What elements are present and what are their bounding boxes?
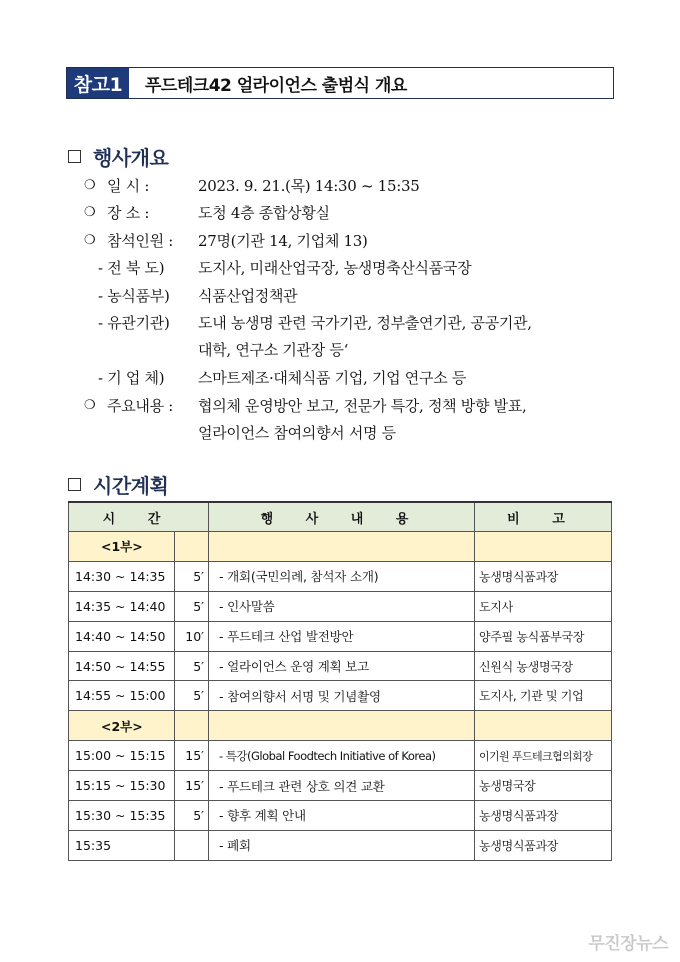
note-cell: 이기원 푸드테크협의회장 bbox=[475, 741, 612, 771]
attendees-value: 27명(기관 14, 기업체 13) bbox=[198, 232, 368, 250]
content-cell: - 개회(국민의례, 참석자 소개) bbox=[209, 561, 475, 591]
note-cell: 농생명식품과장 bbox=[475, 801, 612, 831]
place-label: 장 소 : bbox=[107, 204, 150, 222]
column-header-note: 비 고 bbox=[475, 502, 612, 532]
checkbox-square-icon bbox=[68, 478, 81, 491]
attendee-group-value: 도지사, 미래산업국장, 농생명축산식품국장 bbox=[198, 259, 472, 277]
duration-cell: 5′ bbox=[175, 591, 209, 621]
schedule-heading: 시간계획 bbox=[68, 470, 168, 499]
time-cell: 15:00 ~ 15:15 bbox=[69, 741, 175, 771]
part-label: <2부> bbox=[69, 711, 175, 741]
duration-cell: 5′ bbox=[175, 651, 209, 681]
attendee-group-label: - 유관기관) bbox=[98, 314, 170, 332]
content-cell: - 향후 계획 안내 bbox=[209, 801, 475, 831]
date-value: 2023. 9. 21.(목) 14:30 ~ 15:35 bbox=[198, 177, 420, 195]
part-row bbox=[69, 532, 612, 562]
content-value: 협의체 운영방안 보고, 전문가 특강, 정책 방향 발표, bbox=[198, 397, 527, 415]
note-cell: 신원식 농생명국장 bbox=[475, 651, 612, 681]
content-cell: - 참여의향서 서명 및 기념촬영 bbox=[209, 681, 475, 711]
attendee-group-label: - 전 북 도) bbox=[98, 259, 165, 277]
table-row bbox=[69, 561, 612, 591]
watermark-logo: 무진장뉴스 bbox=[588, 934, 668, 954]
time-cell: 15:30 ~ 15:35 bbox=[69, 801, 175, 831]
table-row bbox=[69, 621, 612, 651]
circle-bullet-icon: ❍ bbox=[84, 205, 96, 220]
duration-cell: 5′ bbox=[175, 801, 209, 831]
content-cell: - 인사말씀 bbox=[209, 591, 475, 621]
time-cell: 14:50 ~ 14:55 bbox=[69, 651, 175, 681]
part-row bbox=[69, 711, 612, 741]
duration-cell: 10′ bbox=[175, 621, 209, 651]
content-cell: - 푸드테크 산업 발전방안 bbox=[209, 621, 475, 651]
table-row bbox=[69, 591, 612, 621]
column-header-time: 시 간 bbox=[69, 502, 209, 532]
note-cell: 농생명식품과장 bbox=[475, 830, 612, 860]
table-row bbox=[69, 801, 612, 831]
note-cell: 농생명국장 bbox=[475, 771, 612, 801]
duration-cell bbox=[175, 830, 209, 860]
content-cell: - 얼라이언스 운영 계획 보고 bbox=[209, 651, 475, 681]
table-row bbox=[69, 830, 612, 860]
circle-bullet-icon: ❍ bbox=[84, 178, 96, 193]
time-cell: 15:15 ~ 15:30 bbox=[69, 771, 175, 801]
column-header-content: 행 사 내 용 bbox=[209, 502, 475, 532]
attendee-group-value: 스마트제조·대체식품 기업, 기업 연구소 등 bbox=[198, 369, 467, 387]
duration-cell: 15′ bbox=[175, 771, 209, 801]
table-row bbox=[69, 741, 612, 771]
circle-bullet-icon: ❍ bbox=[84, 233, 96, 248]
note-cell: 양주필 농식품부국장 bbox=[475, 621, 612, 651]
part-label: <1부> bbox=[69, 532, 175, 562]
duration-cell: 15′ bbox=[175, 741, 209, 771]
table-row bbox=[69, 681, 612, 711]
content-cell: - 특강(Global Foodtech Initiative of Korea) bbox=[209, 741, 475, 771]
time-cell: 14:55 ~ 15:00 bbox=[69, 681, 175, 711]
attendee-group-value: 도내 농생명 관련 국가기관, 정부출연기관, 공공기관, bbox=[198, 314, 532, 332]
content-label: 주요내용 : bbox=[107, 397, 173, 415]
note-cell: 농생명식품과장 bbox=[475, 561, 612, 591]
duration-cell: 5′ bbox=[175, 561, 209, 591]
time-cell: 15:35 bbox=[69, 830, 175, 860]
content-cell: - 푸드테크 관련 상호 의견 교환 bbox=[209, 771, 475, 801]
content-value-cont: 얼라이언스 참여의향서 서명 등 bbox=[198, 424, 396, 442]
table-row bbox=[69, 651, 612, 681]
time-cell: 14:35 ~ 14:40 bbox=[69, 591, 175, 621]
attendees-label: 참석인원 : bbox=[107, 232, 173, 250]
time-cell: 14:30 ~ 14:35 bbox=[69, 561, 175, 591]
attendee-group-label: - 기 업 체) bbox=[98, 369, 165, 387]
note-cell: 도지사 bbox=[475, 591, 612, 621]
place-value: 도청 4층 종합상황실 bbox=[198, 204, 330, 222]
overview-heading: 행사개요 bbox=[68, 142, 168, 171]
time-cell: 14:40 ~ 14:50 bbox=[69, 621, 175, 651]
schedule-table bbox=[68, 501, 612, 861]
content-cell: - 폐회 bbox=[209, 830, 475, 860]
checkbox-square-icon bbox=[68, 150, 81, 163]
circle-bullet-icon: ❍ bbox=[84, 398, 96, 413]
reference-tag: 참고1 bbox=[67, 68, 129, 98]
attendee-group-value-cont: 대학, 연구소 기관장 등‘ bbox=[198, 341, 349, 359]
table-row bbox=[69, 771, 612, 801]
document-title-box bbox=[66, 67, 614, 99]
table-header-row bbox=[69, 502, 612, 532]
date-label: 일 시 : bbox=[107, 177, 150, 195]
attendee-group-label: - 농식품부) bbox=[98, 287, 170, 305]
attendee-group-value: 식품산업정책관 bbox=[198, 287, 298, 305]
duration-cell: 5′ bbox=[175, 681, 209, 711]
note-cell: 도지사, 기관 및 기업 bbox=[475, 681, 612, 711]
document-title: 푸드테크42 얼라이언스 출범식 개요 bbox=[145, 75, 407, 96]
